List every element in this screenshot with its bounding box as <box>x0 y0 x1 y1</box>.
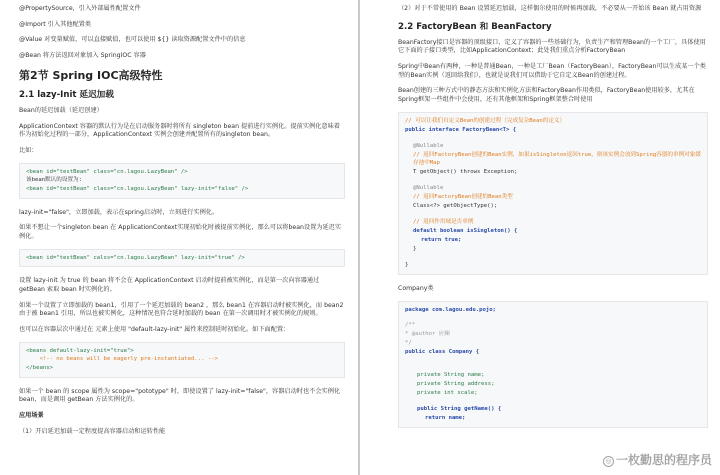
subsection-heading: 2.1 lazy-Init 延迟加载 <box>19 90 114 101</box>
code-line: <bean id="testBean" calss="cn.lagou.LazyBean" lazy-init="true" /> <box>26 254 245 261</box>
code-line: } <box>405 261 409 268</box>
paragraph: （1）开启延迟加载一定程度提高容器启动和运转性能 <box>19 427 166 435</box>
code-line: * @author 应癫 <box>405 331 450 338</box>
left-page <box>0 0 357 475</box>
code-line: // 可以让我们自定义Bean的创建过程（完成复杂Bean的定义） <box>405 117 566 124</box>
paragraph: Bean的延迟加载（延迟创建） <box>19 107 103 115</box>
code-line: @Nullable <box>413 142 444 149</box>
paragraph: ApplicationContext 容器的默认行为是在启动服务器时将所有 singleton bean 提前进行实例化。提前实例化意味着作为初始化过程的一部分，ApplicationContext 实例会创建并配置所有的singleton bean。 <box>19 122 340 139</box>
code-line: private String address; <box>417 381 495 388</box>
paragraph: 也可以在容器层次中通过在 元素上使用 "default-lazy-init" 属性来控制延时初始化。如下面配置： <box>19 326 290 334</box>
code-line: <!-- no beans will be eagerly pre-instantiated... --> <box>26 356 218 363</box>
code-line: /** <box>405 322 416 329</box>
code-line: <beans default-lazy-init="true"> <box>26 347 134 354</box>
paragraph: 如果一个设置了立即加载的 bean1，引用了一个延迟加载的 bean2 ，那么 bean1 在容器启动时被实例化，而 bean2 由于被 bean1 引用，所以也被实例化，这种情况也符合延时加载的 bean 在第一次调用时才被实例化的规则。 <box>19 301 344 318</box>
right-page <box>361 0 720 475</box>
code-line: // 返回FactoryBean创建的Bean实例，如果isSingleton返回true，则该实例会放到Spring容器的单例对象缓存池中Map <box>413 151 701 167</box>
code-line: private int scale; <box>417 390 478 397</box>
code-line: // 返回作用域是否单例 <box>413 219 474 226</box>
paragraph-heading: 应用场景 <box>19 412 44 420</box>
paragraph: 如果不想让一个singleton bean 在 ApplicationContext实现初始化时被提前实例化，那么可以将bean设置为延迟实例化。 <box>19 224 342 241</box>
code-line: <bean id="testBean" class="cn.lagou.LazyBean" /> <box>26 168 188 175</box>
code-line: </beans> <box>26 365 53 372</box>
code-block <box>19 163 345 199</box>
code-line: <bean id="testBean" class="cn.lagou.LazyBean" lazy-init="false" /> <box>26 186 249 193</box>
text-line: @Bean 将方法返回对象加入 SpringIOC 容器 <box>19 52 146 60</box>
watermark <box>603 452 712 469</box>
paragraph: BeanFactory接口是容器的顶级接口，定义了容器的一些基础行为，负责生产和管理Bean的一个工厂，具体使用它下面的子接口类型，比如ApplicationContext；此处我们重点分析FactoryBean <box>398 38 706 55</box>
code-block <box>19 249 345 268</box>
code-line: } <box>413 245 417 252</box>
code-block <box>398 112 708 275</box>
code-line: public interface FactoryBean<T> { <box>405 126 517 133</box>
paragraph: 比如： <box>19 147 38 155</box>
paragraph: lazy-init="false"，立即加载，表示在spring启动时，立刻进行实例化。 <box>19 208 219 216</box>
code-line: return name; <box>425 414 466 421</box>
code-line: @Nullable <box>413 185 444 192</box>
page-divider <box>358 0 360 475</box>
code-line: package com.lagou.edu.pojo; <box>405 306 496 313</box>
paragraph: Spring中Bean有两种，一种是普通Bean，一种是工厂Bean（FactoryBean），FactoryBean可以生成某一个类型的Bean实例（返回给我们），也就是说我们可以借助于它自定义Bean的创建过程。 <box>398 63 706 79</box>
code-line: 该bean默认的设置为: <box>26 177 82 184</box>
code-line: public String getName() { <box>417 406 502 413</box>
watermark-logo-icon: ◎ <box>603 456 614 467</box>
paragraph: 设置 lazy-init 为 true 的 bean 将不会在 ApplicationContext 启动时提前被实例化，而是第一次向容器通过 getBean 索取 bean 时实例化的。 <box>19 277 320 294</box>
code-line: // 返回FactoryBean创建的Bean类型 <box>413 194 513 201</box>
section-heading: 第2节 Spring IOC高级特性 <box>19 68 163 82</box>
code-line: T getObject() throws Exception; <box>413 169 518 176</box>
paragraph: （2）对于不常使用的 Bean 设置延迟加载，这样偶尔使用的时候再加载，不必要从一开始该 Bean 就占用资源 <box>398 5 702 12</box>
code-block <box>398 301 708 428</box>
subsection-heading: 2.2 FactoryBean 和 BeanFactory <box>398 21 552 32</box>
paragraph: Bean创建的三种方式中的静态方法和实例化方法和FactoryBean作用类似，FactoryBean使用较多，尤其在Spring框架一些组件中会使用，还有其他框架和Spring框架整合时使用 <box>398 87 695 104</box>
code-line: private String name; <box>417 372 485 379</box>
code-line: return true; <box>421 237 462 244</box>
paragraph: 如果一个 bean 的 scope 属性为 scope="pototype" 时，即使设置了 lazy-init="false"，容器启动时也不会实例化bean，而是调用 getBean 方法实例化的。 <box>19 387 341 404</box>
paragraph: Company类 <box>398 284 434 292</box>
text-line: @PropertySource，引入外部属性配置文件 <box>19 5 141 12</box>
watermark-text: 一枚勤思的程序员 <box>615 453 712 468</box>
text-line: @Import 引入其他配置类 <box>19 20 92 28</box>
code-line: Class<?> getObjectType(); <box>413 203 498 210</box>
code-line: */ <box>405 340 412 347</box>
text-line: @Value 对变量赋值，可以直接赋值，也可以使用 ${} 读取资源配置文件中的信息 <box>19 36 246 44</box>
code-line: public class Company { <box>405 349 480 356</box>
code-line: default boolean isSingleton() { <box>413 228 518 235</box>
code-block <box>19 342 345 378</box>
